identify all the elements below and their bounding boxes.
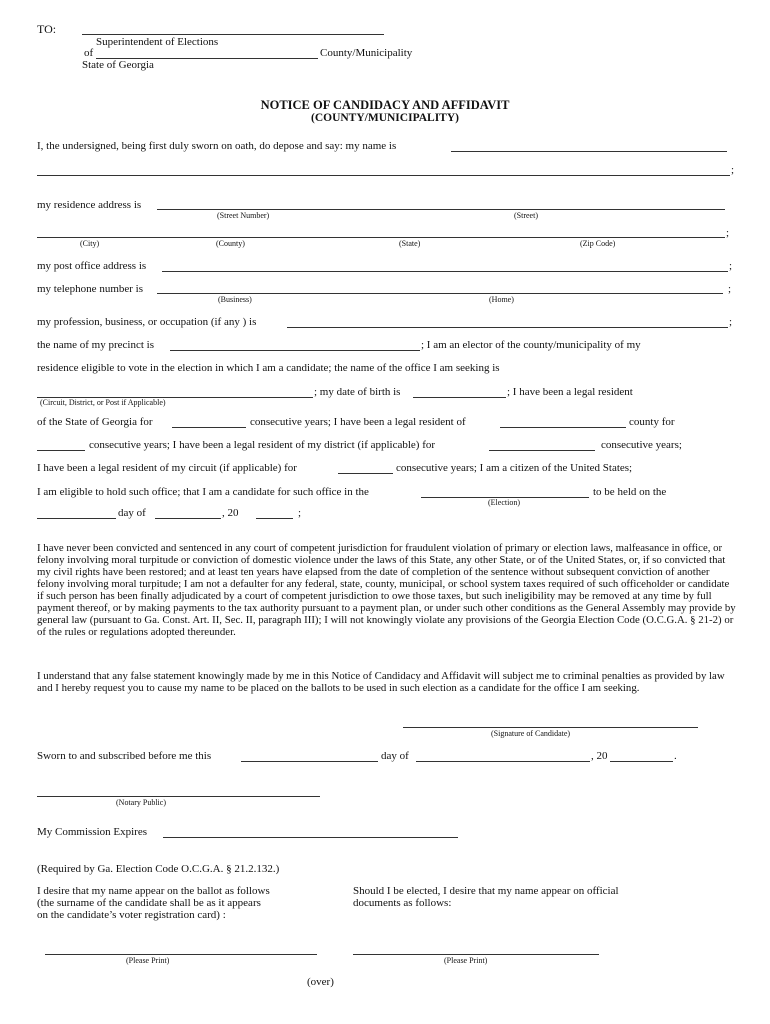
over-text: (over): [307, 976, 334, 988]
state-of-georgia-text: of the State of Georgia for: [37, 416, 153, 428]
semicolon: ;: [731, 164, 735, 176]
sworn-year-field[interactable]: [610, 761, 673, 762]
period: .: [674, 750, 677, 762]
residence-label: my residence address is: [37, 199, 142, 211]
ballot-name-field[interactable]: [45, 954, 317, 955]
precinct-label: the name of my precinct is: [37, 339, 154, 351]
day-field[interactable]: [37, 518, 116, 519]
state-sub-label: (State): [399, 239, 421, 248]
semicolon: ;: [726, 227, 730, 239]
notary-label: (Notary Public): [116, 798, 166, 807]
false-statement-paragraph: I understand that any false statement knowingly made by me in this Notice of Candidacy and Affidavit will subject me to criminal penalties as provided by law and I hereby request you to cause my name to be placed on the ballots to be used in such election as a candidate for the office I am seeking.: [37, 670, 725, 694]
telephone-label: my telephone number is: [37, 283, 144, 295]
official-name-field[interactable]: [353, 954, 599, 955]
to-label: TO:: [37, 22, 57, 36]
precinct-field[interactable]: [170, 350, 420, 351]
held-on-text: to be held on the: [593, 486, 667, 498]
official-name-instructions: Should I be elected, I desire that my name appear on official documents as follows:: [353, 885, 619, 909]
notary-signature-field[interactable]: [37, 796, 320, 797]
please-print-right: (Please Print): [444, 956, 488, 965]
home-label: (Home): [489, 295, 514, 304]
day-of-text: day of: [118, 507, 146, 519]
commission-label: My Commission Expires: [37, 826, 148, 838]
zip-label: (Zip Code): [580, 239, 616, 248]
city-label: (City): [80, 239, 100, 248]
superintendent-name-line[interactable]: [82, 34, 384, 35]
eligible-text: I am eligible to hold such office; that I am a candidate for such office in the: [37, 486, 369, 498]
sworn-month-field[interactable]: [416, 761, 590, 762]
page-subtitle: (COUNTY/MUNICIPALITY): [310, 112, 459, 124]
county-years-field[interactable]: [37, 450, 85, 451]
semicolon: ;: [298, 507, 302, 519]
street-label: (Street): [514, 211, 538, 220]
county-sub-label: (County): [216, 239, 245, 248]
eligibility-paragraph: I have never been convicted and sentenced in any court of competent jurisdiction for fraudulent violation of primary or election laws, malfeasance in office, or felony involving moral turpitude or conviction of domestic violence under the laws of this State, any other State, or of the United States, or, if so convicted that my civil rights have been restored; and at least ten years have elapsed from the date of completion of the sentence without subsequent conviction of another felony involving moral turpitude; I am not a defaulter for any federal, state, county, municipal, or school system taxes required of such officeholder or candidate if such person has been finally adjudicated by a court of competent jurisdiction to owe those taxes, but such ineligibility may be removed at any time by full payment thereof, or by making payments to the tax authority pursuant to a payment plan, or under such other conditions as the General Assembly may provide by general law (pursuant to Ga. Const. Art. II, Sec. II, paragraph III); I will not knowingly violate any provisions of the Georgia Election Code (O.C.G.A. § 21-2) or of the rules or regulations adopted thereunder.: [37, 542, 736, 638]
circuit-resident-text: I have been a legal resident of my circuit (if applicable) for: [37, 462, 297, 474]
dob-label: ; my date of birth is: [314, 386, 401, 398]
sworn-day-of-text: day of: [381, 750, 409, 762]
state-label: State of Georgia: [82, 59, 154, 71]
consecutive-legal-text: consecutive years; I have been a legal resident of: [250, 416, 466, 428]
ballot-name-instructions: I desire that my name appear on the ballot as follows (the surname of the candidate shall be as it appears on the candidate’s voter registration card) :: [37, 885, 270, 921]
month-field[interactable]: [155, 518, 221, 519]
street-number-label: (Street Number): [217, 211, 270, 220]
profession-field[interactable]: [287, 327, 728, 328]
commission-field[interactable]: [163, 837, 458, 838]
circuit-label: (Circuit, District, or Post if Applicable): [40, 398, 166, 407]
dob-field[interactable]: [413, 397, 506, 398]
semicolon: ;: [729, 316, 733, 328]
consecutive-years-text: consecutive years;: [601, 439, 682, 451]
election-label: (Election): [488, 498, 520, 507]
sworn-day-field[interactable]: [241, 761, 378, 762]
superintendent-label: Superintendent of Elections: [96, 36, 219, 48]
residence-eligible-text: residence eligible to vote in the election in which I am a candidate; the name of the office I am seeking is: [37, 362, 500, 374]
comma-20-text: , 20: [222, 507, 239, 519]
of-label: of: [84, 47, 94, 59]
legal-resident-text: ; I have been a legal resident: [507, 386, 633, 398]
state-years-field[interactable]: [172, 427, 246, 428]
intro-text: I, the undersigned, being first duly sworn on oath, do depose and say: my name is: [37, 140, 397, 152]
business-label: (Business): [218, 295, 252, 304]
name-field-continued[interactable]: [37, 175, 730, 176]
profession-label: my profession, business, or occupation (if any ) is: [37, 316, 257, 328]
telephone-field[interactable]: [157, 293, 723, 294]
year-field[interactable]: [256, 518, 293, 519]
semicolon: ;: [729, 260, 733, 272]
county-name-field[interactable]: [500, 427, 626, 428]
consecutive-district-text: consecutive years; I have been a legal resident of my district (if applicable) for: [89, 439, 436, 451]
residence-street-field[interactable]: [157, 209, 725, 210]
sworn-20-text: , 20: [591, 750, 608, 762]
county-municipality-label: County/Municipality: [320, 47, 413, 59]
name-field[interactable]: [451, 151, 727, 152]
page-title: NOTICE OF CANDIDACY AND AFFIDAVIT: [260, 98, 510, 112]
district-years-field[interactable]: [489, 450, 595, 451]
elector-text: ; I am an elector of the county/municipality of my: [421, 339, 641, 351]
post-office-label: my post office address is: [37, 260, 147, 272]
county-for-text: county for: [629, 416, 675, 428]
candidate-signature-field[interactable]: [403, 727, 698, 728]
please-print-left: (Please Print): [126, 956, 170, 965]
semicolon: ;: [728, 283, 732, 295]
citizen-text: consecutive years; I am a citizen of the United States;: [396, 462, 633, 474]
required-text: (Required by Ga. Election Code O.C.G.A. § 21.2.132.): [37, 863, 280, 875]
signature-candidate-label: (Signature of Candidate): [491, 729, 571, 738]
circuit-years-field[interactable]: [338, 473, 393, 474]
sworn-text: Sworn to and subscribed before me this: [37, 750, 212, 762]
post-office-field[interactable]: [162, 271, 728, 272]
residence-city-field[interactable]: [37, 237, 725, 238]
